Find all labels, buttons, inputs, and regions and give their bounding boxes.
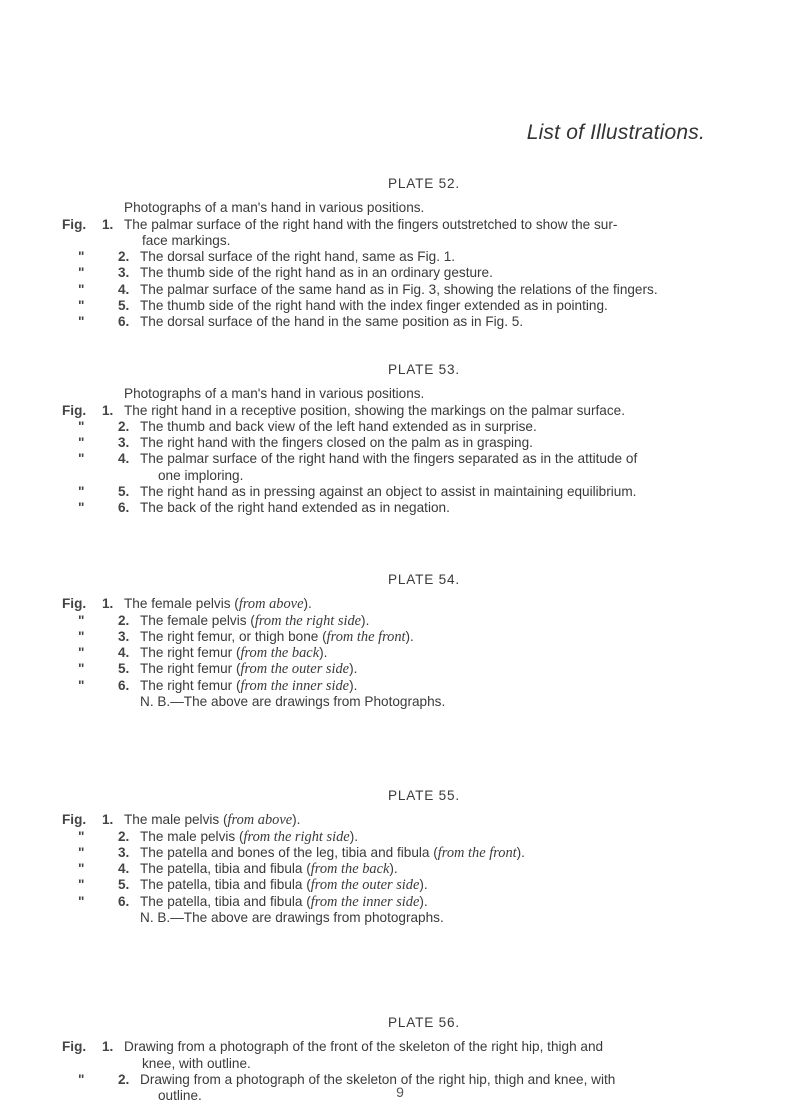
figure-entry xyxy=(62,1039,722,1072)
figure-number: 6. xyxy=(118,314,130,330)
figure-entry xyxy=(62,812,722,828)
caption-view-italic: from above xyxy=(227,812,293,829)
caption-view-italic: from the back xyxy=(240,645,320,662)
figure-number: 3. xyxy=(118,628,130,644)
figure-number: 4. xyxy=(118,281,130,297)
caption-text: The male pelvis ( xyxy=(124,812,228,828)
figure-caption xyxy=(140,613,722,629)
figure-label: Fig. xyxy=(62,216,87,232)
figure-label: " xyxy=(78,484,85,500)
figure-number: 5. xyxy=(118,661,130,677)
figure-label: Fig. xyxy=(62,402,87,418)
figure-caption xyxy=(124,812,722,828)
caption-closing: ). xyxy=(349,661,358,677)
figure-caption xyxy=(140,661,722,677)
figure-entry xyxy=(62,678,722,694)
figure-entry xyxy=(62,629,722,645)
caption-view-italic: from the right side xyxy=(243,828,350,845)
figure-entry xyxy=(62,419,722,435)
figure-entry xyxy=(62,829,722,845)
plate-section xyxy=(62,176,722,331)
plate-note: N. B.—The above are drawings from Photographs. xyxy=(140,694,446,710)
figure-number: 3. xyxy=(118,265,130,281)
figure-caption xyxy=(124,403,722,419)
figure-entry xyxy=(62,596,722,612)
figure-caption xyxy=(140,484,722,500)
plate-intro: Photographs of a man's hand in various positions. xyxy=(124,200,425,216)
figure-entry xyxy=(62,298,722,314)
figure-entry xyxy=(62,894,722,910)
figure-caption xyxy=(140,645,722,661)
caption-continuation: one imploring. xyxy=(158,467,244,483)
figure-caption xyxy=(124,217,722,250)
caption-text: The patella, tibia and fibula ( xyxy=(140,877,311,893)
plate-title: PLATE 52. xyxy=(388,176,460,191)
figure-caption xyxy=(140,419,722,435)
figure-number: 2. xyxy=(118,1071,130,1087)
figure-number: 1. xyxy=(102,1039,114,1055)
figure-caption xyxy=(140,629,722,645)
figure-label: " xyxy=(78,249,85,265)
figure-entry xyxy=(62,845,722,861)
figure-entry xyxy=(62,877,722,893)
figure-number: 3. xyxy=(118,435,130,451)
caption-text: The right femur ( xyxy=(140,661,241,677)
figure-number: 6. xyxy=(118,893,130,909)
caption-text: The patella, tibia and fibula ( xyxy=(140,861,311,877)
caption-continuation: knee, with outline. xyxy=(142,1055,251,1071)
caption-text: The thumb and back view of the left hand extended as in surprise. xyxy=(140,418,537,434)
figure-label: " xyxy=(78,645,85,661)
figure-number: 6. xyxy=(118,677,130,693)
figure-number: 6. xyxy=(118,500,130,516)
figure-entry xyxy=(62,451,722,484)
caption-closing: ). xyxy=(361,612,370,628)
figure-label: " xyxy=(78,877,85,893)
figure-caption xyxy=(140,435,722,451)
caption-text: The right femur ( xyxy=(140,645,241,661)
figure-label: " xyxy=(78,265,85,281)
figure-caption xyxy=(140,282,722,298)
caption-closing: ). xyxy=(292,812,301,828)
caption-text: The thumb side of the right hand with the index finger extended as in pointing. xyxy=(140,298,608,314)
figure-entry xyxy=(62,249,722,265)
figure-label: " xyxy=(78,861,85,877)
caption-text: The female pelvis ( xyxy=(140,612,255,628)
figure-caption xyxy=(140,314,722,330)
figure-caption xyxy=(140,298,722,314)
caption-closing: ). xyxy=(516,844,525,860)
figure-number: 1. xyxy=(102,596,114,612)
figure-entry xyxy=(62,613,722,629)
caption-view-italic: from the front xyxy=(326,628,406,645)
caption-view-italic: from above xyxy=(238,596,304,613)
caption-text: The male pelvis ( xyxy=(140,828,244,844)
caption-text: The patella, tibia and fibula ( xyxy=(140,893,311,909)
figure-label: " xyxy=(78,844,85,860)
plate-section xyxy=(62,788,722,926)
caption-text: The right femur ( xyxy=(140,677,241,693)
caption-closing: ). xyxy=(419,877,428,893)
figure-label: " xyxy=(78,1071,85,1087)
figure-number: 1. xyxy=(102,216,114,232)
figure-number: 5. xyxy=(118,484,130,500)
figure-caption xyxy=(140,829,722,845)
page-number: 9 xyxy=(396,1084,404,1100)
figure-caption xyxy=(140,678,722,694)
figure-number: 3. xyxy=(118,844,130,860)
caption-text: The right hand with the fingers closed on the palm as in grasping. xyxy=(140,435,533,451)
caption-closing: ). xyxy=(349,677,358,693)
figure-number: 2. xyxy=(118,418,130,434)
caption-continuation: outline. xyxy=(158,1088,202,1104)
figure-label: " xyxy=(78,628,85,644)
figure-number: 1. xyxy=(102,402,114,418)
figure-number: 5. xyxy=(118,298,130,314)
plate-title: PLATE 53. xyxy=(388,362,460,377)
caption-text: The patella and bones of the leg, tibia and fibula ( xyxy=(140,844,438,860)
figure-caption xyxy=(140,877,722,893)
plate-intro: Photographs of a man's hand in various positions. xyxy=(124,386,425,402)
figure-entry xyxy=(62,282,722,298)
figure-caption xyxy=(140,894,722,910)
figure-label: " xyxy=(78,828,85,844)
figure-entry xyxy=(62,435,722,451)
plate-section xyxy=(62,362,722,517)
caption-closing: ). xyxy=(349,828,359,844)
caption-text: The thumb side of the right hand as in an ordinary gesture. xyxy=(140,265,493,281)
caption-text: Drawing from a photograph of the skeleton of the right hip, thigh and knee, with xyxy=(140,1071,616,1087)
figure-number: 4. xyxy=(118,451,130,467)
figure-entry xyxy=(62,403,722,419)
caption-view-italic: from the outer side xyxy=(240,661,350,678)
figure-entry xyxy=(62,484,722,500)
caption-text: Drawing from a photograph of the front of the skeleton of the right hip, thigh and xyxy=(124,1039,604,1055)
running-head: List of Illustrations. xyxy=(526,121,705,144)
caption-text: The palmar surface of the right hand with the fingers separated as in the attitude of xyxy=(140,451,638,467)
caption-text: The palmar surface of the same hand as in Fig. 3, showing the relations of the fingers. xyxy=(140,281,658,297)
caption-closing: ). xyxy=(303,596,312,612)
figure-label: Fig. xyxy=(62,596,87,612)
plate-title: PLATE 56. xyxy=(388,1015,460,1030)
figure-label: Fig. xyxy=(62,812,87,828)
figure-entry xyxy=(62,314,722,330)
figure-caption xyxy=(140,861,722,877)
figure-label: " xyxy=(78,281,85,297)
figure-entry xyxy=(62,500,722,516)
caption-view-italic: from the right side xyxy=(254,612,362,629)
caption-text: The female pelvis ( xyxy=(124,596,239,612)
figure-entry xyxy=(62,861,722,877)
caption-text: The right hand in a receptive position, showing the markings on the palmar surface. xyxy=(124,402,625,418)
figure-caption xyxy=(140,845,722,861)
caption-continuation: face markings. xyxy=(142,232,231,248)
figure-label: " xyxy=(78,435,85,451)
plate-title: PLATE 55. xyxy=(388,788,460,803)
figure-label: " xyxy=(78,418,85,434)
figure-label: " xyxy=(78,677,85,693)
figure-label: " xyxy=(78,451,85,467)
figure-caption xyxy=(124,1039,722,1072)
figure-label: " xyxy=(78,612,85,628)
figure-caption xyxy=(140,451,722,484)
caption-text: The dorsal surface of the right hand, same as Fig. 1. xyxy=(140,249,456,265)
figure-entry xyxy=(62,645,722,661)
caption-text: The dorsal surface of the hand in the same position as in Fig. 5. xyxy=(140,314,524,330)
caption-view-italic: from the outer side xyxy=(310,877,420,894)
figure-label: " xyxy=(78,500,85,516)
figure-number: 4. xyxy=(118,861,130,877)
figure-caption xyxy=(140,265,722,281)
caption-view-italic: from the front xyxy=(437,844,517,861)
caption-closing: ). xyxy=(319,645,328,661)
caption-text: The right femur, or thigh bone ( xyxy=(140,628,327,644)
figure-label: Fig. xyxy=(62,1039,87,1055)
plate-note: N. B.—The above are drawings from photographs. xyxy=(140,910,444,926)
figure-number: 2. xyxy=(118,828,130,844)
plate-section xyxy=(62,572,722,710)
figure-entry xyxy=(62,217,722,250)
figure-number: 4. xyxy=(118,645,130,661)
plate-title: PLATE 54. xyxy=(388,572,460,587)
figure-entry xyxy=(62,265,722,281)
figure-caption xyxy=(124,596,722,612)
figure-number: 2. xyxy=(118,249,130,265)
caption-text: The palmar surface of the right hand with the fingers outstretched to show the sur- xyxy=(124,216,618,232)
figure-label: " xyxy=(78,298,85,314)
caption-closing: ). xyxy=(419,893,428,909)
figure-number: 1. xyxy=(102,812,114,828)
caption-view-italic: from the inner side xyxy=(240,677,350,694)
figure-caption xyxy=(140,249,722,265)
caption-closing: ). xyxy=(389,861,398,877)
figure-label: " xyxy=(78,893,85,909)
caption-text: The right hand as in pressing against an object to assist in maintaining equilibrium. xyxy=(140,484,637,500)
figure-entry xyxy=(62,661,722,677)
figure-label: " xyxy=(78,661,85,677)
figure-number: 5. xyxy=(118,877,130,893)
figure-caption xyxy=(140,500,722,516)
caption-view-italic: from the inner side xyxy=(310,893,420,910)
caption-view-italic: from the back xyxy=(310,861,390,878)
caption-closing: ). xyxy=(405,628,414,644)
figure-label: " xyxy=(78,314,85,330)
figure-number: 2. xyxy=(118,612,130,628)
caption-text: The back of the right hand extended as in negation. xyxy=(140,500,450,516)
